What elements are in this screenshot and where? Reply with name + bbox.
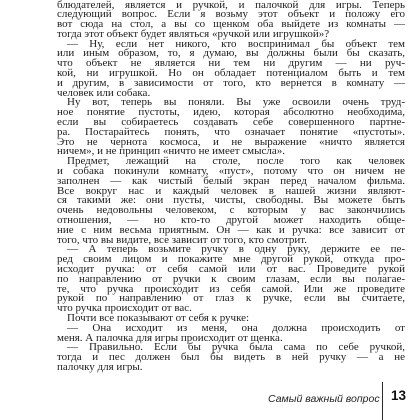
page-number: 13 xyxy=(391,388,407,403)
text-line: что объект не является ни тем ни другим — ни руч- xyxy=(57,57,405,70)
text-line: Предмет, лежащий на столе, после того как человек xyxy=(67,155,405,168)
text-line: ра. Постарайтесь понять, что означает понятие «пустоты». xyxy=(57,125,405,138)
text-line: — Ну, если нет никого, кто воспринимал бы объект тем xyxy=(67,37,405,50)
text-line: очень недовольны человеком, с которым у вас закончились xyxy=(57,204,405,217)
text-line: если вы собираетесь создавать себе совершенного партне- xyxy=(57,116,405,129)
text-line: кой, ни игрушкой. Но он обладает потенциалом быть и тем xyxy=(57,67,405,80)
text-line: Все вокруг нас и каждый человек в нашей жизни являют- xyxy=(57,184,405,197)
text-line: Ну вот, теперь вы поняли. Вы уже освоили очень труд- xyxy=(67,96,405,109)
text-line: отношения, — но кто-то другой может находить обще- xyxy=(57,214,405,227)
text-line: меня. А палочка для игры происходит от щенка. xyxy=(57,331,283,344)
footer-divider xyxy=(382,382,383,420)
text-line: и другим, в зависимости от того, кто вернется в комнату — xyxy=(57,76,405,89)
text-line: рукой по направлению от глаз к ручке, если вы считаете, xyxy=(57,292,405,305)
text-line: — Правильно. Если бы ручка была сама по себе ручкой, xyxy=(67,341,405,354)
running-title: Самый важный вопрос xyxy=(268,393,380,405)
text-line: — Она исходит из меня, она должна происходить от xyxy=(67,321,405,334)
text-line: Почти все показывают от себя к ручке: xyxy=(67,312,250,324)
text-line: палочку для игры. xyxy=(57,360,143,373)
text-line: следующий вопрос. Если я возьму этот объект и положу его xyxy=(57,8,405,21)
paragraph xyxy=(57,1,405,40)
text-line: ничем», и не принцип «ничто не имеет смысла». xyxy=(57,145,286,158)
text-line: того, что вы видите, все зависит от того, кто смотрит. xyxy=(57,233,308,246)
text-line: ред своим лицом и покажите мне другой рукой, откуда про- xyxy=(57,253,405,266)
body-text xyxy=(57,1,405,373)
text-line: человек или собака. xyxy=(57,86,151,99)
text-line: ся такими же: они пусты, чисты, свободны. Вы можете быть xyxy=(57,194,405,207)
text-line: заполнен — как чистый белый экран перед началом фильма. xyxy=(57,174,405,187)
paragraph xyxy=(57,343,405,372)
paragraph xyxy=(57,157,405,245)
paragraph xyxy=(57,98,405,157)
text-line: тогда и пес должен был бы видеть в ней ручку — а не xyxy=(57,351,405,364)
text-line: — А теперь возьмите ручку в одну руку, держите ее пе- xyxy=(67,243,405,256)
text-line: те, что ручка происходит из себя самой. Или же проведите xyxy=(57,282,405,295)
text-line: ное понятие пустоты, идею, которая абсолютно необходима, xyxy=(57,106,405,119)
text-line: что ручка происходит от вас. xyxy=(57,302,192,315)
text-line: вот сюда на стол, а вы со щенком оба выйдете из комнаты — xyxy=(57,18,405,31)
text-line: или иным образом, то, я думаю, вы должны были бы сказать, xyxy=(57,47,405,60)
text-line: по направлению от ручки к своим глазам, если вы полагае- xyxy=(57,272,405,285)
text-line: ние с ним весьма приятным. Он — как и ручка: все зависит от xyxy=(57,223,405,236)
paragraph xyxy=(57,245,405,314)
paragraph xyxy=(57,37,405,99)
text-line: Это не чернота космоса, и не выражение «ничто является xyxy=(57,135,405,148)
text-line: блюдателей, является и ручкой, и палочкой для игры. Теперь xyxy=(57,0,405,11)
text-line: тогда этот объект будет являться «ручкой или игрушкой»? xyxy=(57,27,330,40)
text-line: и собака покинули комнату, «пуст», потому что он ничем не xyxy=(57,165,405,178)
text-line: исходит ручка: от себя самой или от вас. Проведите рукой xyxy=(57,263,405,276)
